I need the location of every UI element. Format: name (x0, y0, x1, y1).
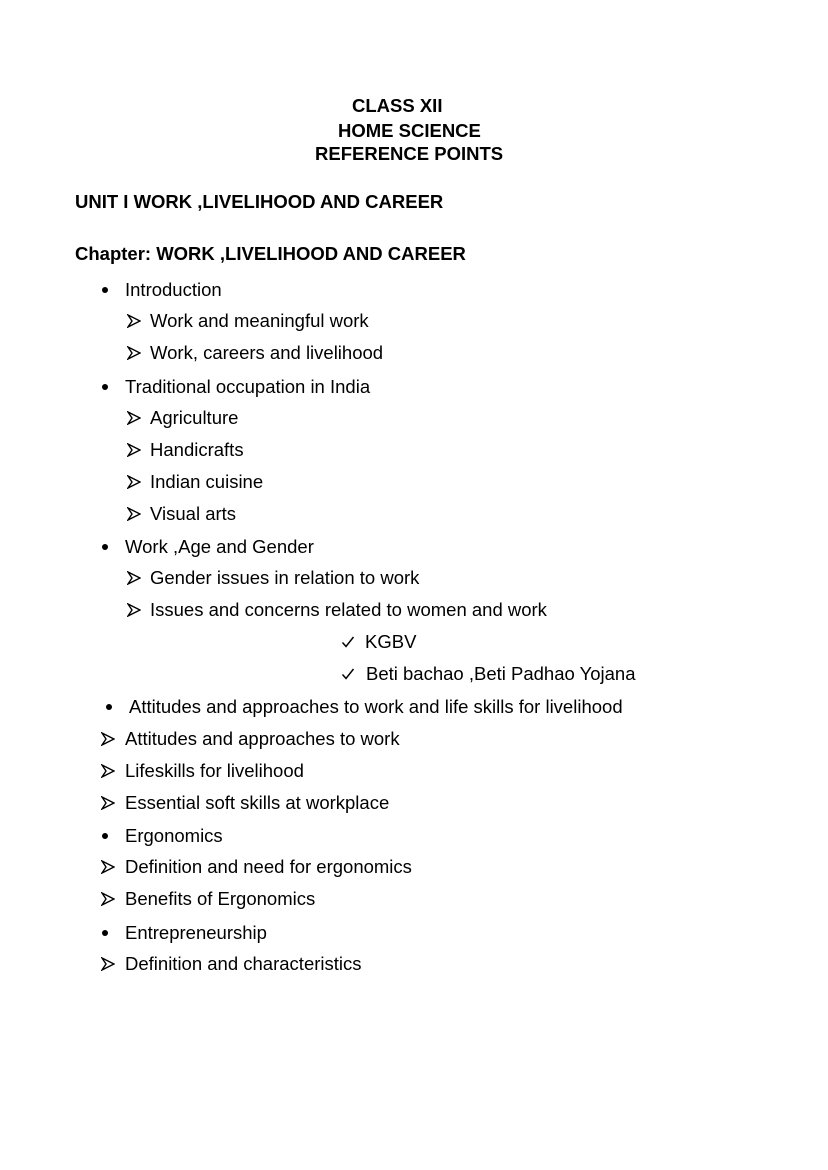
bullet-icon (102, 833, 108, 839)
list-item: Lifeskills for livelihood (125, 760, 304, 781)
arrow-bullet-icon (127, 314, 141, 328)
list-item: Work and meaningful work (150, 310, 369, 331)
arrow-bullet-icon (127, 443, 141, 457)
arrow-bullet-icon (101, 732, 115, 746)
arrow-bullet-icon (127, 346, 141, 360)
list-item: Issues and concerns related to women and work (150, 599, 547, 620)
list-item: Attitudes and approaches to work and life skills for livelihood (129, 696, 623, 717)
list-item: Beti bachao ,Beti Padhao Yojana (366, 663, 636, 684)
class-title: CLASS XII (352, 95, 443, 116)
list-item: Entrepreneurship (125, 922, 267, 943)
bullet-icon (106, 704, 112, 710)
list-item: Work, careers and livelihood (150, 342, 384, 363)
list-item: KGBV (365, 631, 417, 652)
check-icon (341, 635, 355, 649)
list-item: Essential soft skills at workplace (125, 792, 390, 813)
arrow-bullet-icon (101, 957, 115, 971)
list-item: Definition and need for ergonomics (125, 856, 412, 877)
list-item: Benefits of Ergonomics (125, 888, 316, 909)
bullet-icon (102, 930, 108, 936)
chapter-heading: Chapter: WORK ,LIVELIHOOD AND CAREER (75, 243, 466, 264)
check-icon (341, 667, 355, 681)
list-item: Traditional occupation in India (125, 376, 371, 397)
list-item: Work ,Age and Gender (125, 536, 314, 557)
bullet-icon (102, 287, 108, 293)
arrow-bullet-icon (127, 603, 141, 617)
arrow-bullet-icon (127, 475, 141, 489)
arrow-bullet-icon (101, 764, 115, 778)
list-item: Ergonomics (125, 825, 223, 846)
list-item: Introduction (125, 279, 222, 300)
list-item: Definition and characteristics (125, 953, 362, 974)
subject-title: HOME SCIENCE (338, 120, 481, 141)
list-item: Gender issues in relation to work (150, 567, 420, 588)
list-item: Indian cuisine (150, 471, 264, 492)
arrow-bullet-icon (101, 796, 115, 810)
list-item: Attitudes and approaches to work (125, 728, 400, 749)
unit-heading: UNIT I WORK ,LIVELIHOOD AND CAREER (75, 191, 444, 212)
reference-title: REFERENCE POINTS (315, 143, 504, 164)
bullet-icon (102, 384, 108, 390)
arrow-bullet-icon (127, 571, 141, 585)
bullet-icon (102, 544, 108, 550)
list-item: Visual arts (150, 503, 237, 524)
arrow-bullet-icon (101, 860, 115, 874)
arrow-bullet-icon (101, 892, 115, 906)
list-item: Agriculture (150, 407, 239, 428)
list-item: Handicrafts (150, 439, 244, 460)
arrow-bullet-icon (127, 507, 141, 521)
arrow-bullet-icon (127, 411, 141, 425)
